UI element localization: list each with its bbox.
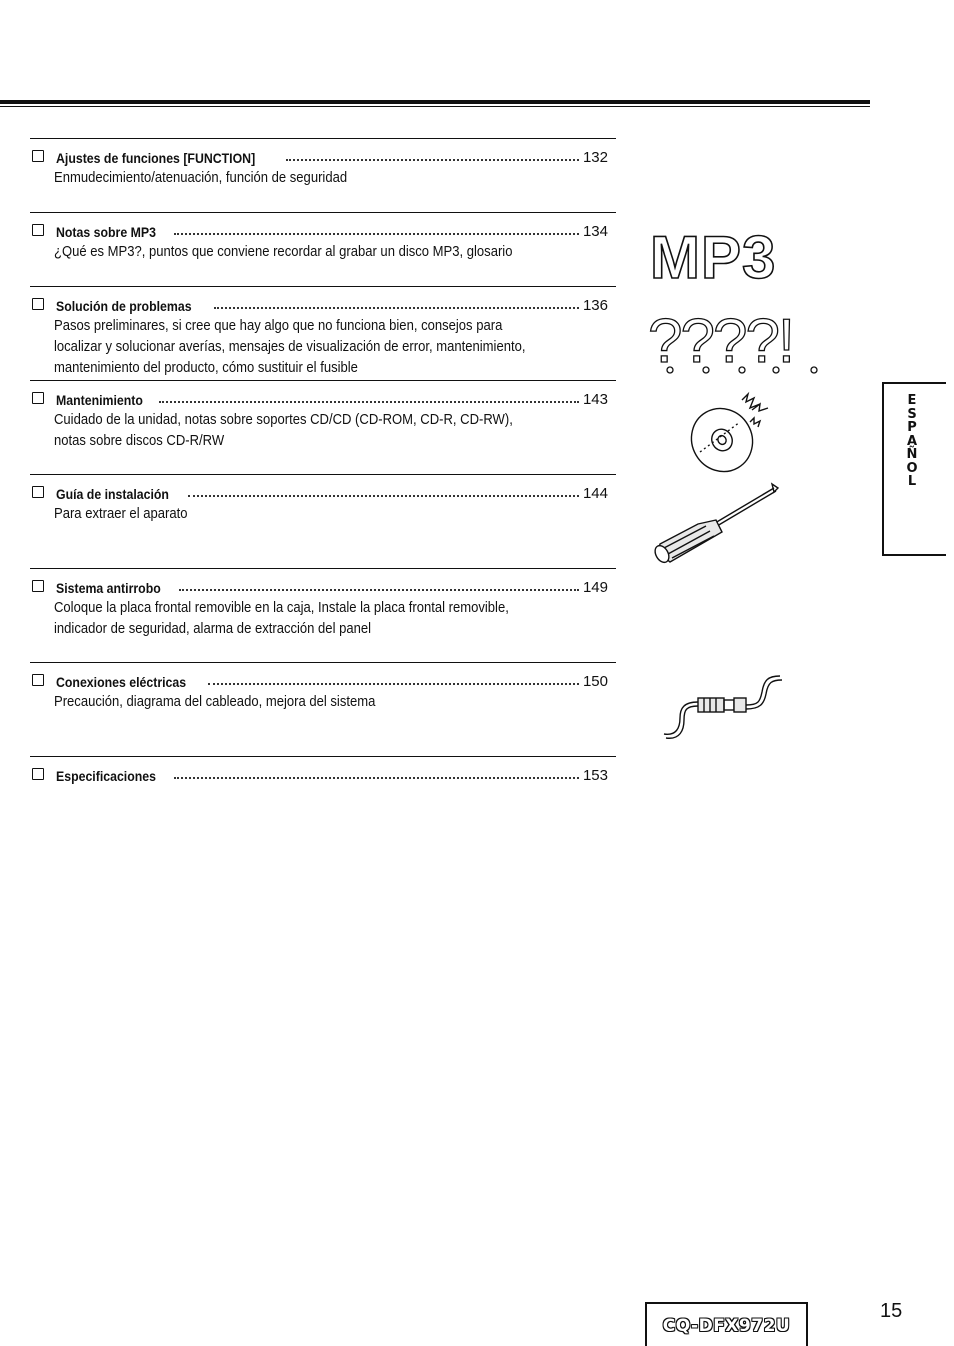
tab-border-bottom	[882, 554, 946, 556]
entry-page: 149	[582, 579, 608, 596]
checkbox-icon	[32, 486, 44, 498]
dot-leader	[159, 401, 579, 403]
entry-title[interactable]: Guía de instalación	[56, 486, 169, 502]
entry-rule	[30, 474, 616, 475]
entry-page: 136	[582, 297, 608, 314]
entry-title[interactable]: Notas sobre MP3	[56, 224, 156, 240]
checkbox-icon	[32, 224, 44, 236]
entry-head	[30, 220, 608, 240]
entry-rule	[30, 212, 616, 213]
entry-title[interactable]: Sistema antirrobo	[56, 580, 161, 596]
screwdriver-icon	[650, 478, 785, 568]
entry-description: Pasos preliminares, si cree que hay algo que no funciona bien, consejos para localizar y solucionar averías, mensajes de visualización de error, mantenimiento, mantenimiento del producto, cómo sustituir el fusible	[54, 318, 526, 376]
dot-leader	[174, 777, 579, 779]
dot-leader	[214, 307, 579, 309]
tab-border-top	[882, 382, 946, 384]
dot-leader	[286, 159, 579, 161]
page-number: 15	[880, 1300, 903, 1322]
entry-rule	[30, 286, 616, 287]
entry-title[interactable]: Solución de problemas	[56, 298, 192, 314]
question-marks-icon	[648, 310, 838, 380]
model-number: CQ-DFX972U	[662, 1316, 791, 1336]
cable-connector-icon	[660, 668, 790, 748]
entry-page: 144	[582, 485, 608, 502]
model-box	[645, 1302, 808, 1346]
checkbox-icon	[32, 150, 44, 162]
checkbox-icon	[32, 298, 44, 310]
entry-title[interactable]: Mantenimiento	[56, 392, 143, 408]
entry-title[interactable]: Ajustes de funciones [FUNCTION]	[56, 150, 256, 166]
entry-head	[30, 482, 608, 502]
top-rule-thin	[0, 106, 870, 107]
entry-page: 143	[582, 391, 608, 408]
entry-title[interactable]: Conexiones eléctricas	[56, 674, 187, 690]
entry-rule	[30, 756, 616, 757]
mp3-logo-icon	[648, 220, 778, 290]
entry-head	[30, 764, 608, 784]
tab-border-left	[882, 382, 884, 556]
entry-rule	[30, 380, 616, 381]
entry-rule	[30, 662, 616, 663]
dot-leader	[179, 589, 579, 591]
entry-page: 134	[582, 223, 608, 240]
entry-description: Cuidado de la unidad, notas sobre soportes CD/CD (CD-ROM, CD-R, CD-RW), notas sobre discos CD-R/RW	[54, 412, 513, 449]
entry-page: 153	[582, 767, 608, 784]
entry-description: Coloque la placa frontal removible en la caja, Instale la placa frontal removible, indicador de seguridad, alarma de extracción del panel	[54, 600, 509, 637]
entry-head	[30, 576, 608, 596]
entry-head	[30, 146, 608, 166]
checkbox-icon	[32, 674, 44, 686]
entry-description: Precaución, diagrama del cableado, mejora del sistema	[54, 694, 376, 710]
language-tab	[882, 382, 946, 556]
entry-rule	[30, 568, 616, 569]
language-label: E S P A Ñ O L	[906, 393, 918, 489]
dot-leader	[208, 683, 579, 685]
top-rule	[0, 100, 870, 104]
cd-disc-icon	[680, 382, 780, 482]
entry-description: Para extraer el aparato	[54, 506, 188, 522]
question-text: ????!	[648, 310, 794, 376]
checkbox-icon	[32, 392, 44, 404]
entry-description: ¿Qué es MP3?, puntos que conviene recordar al grabar un disco MP3, glosario	[54, 244, 513, 260]
entry-rule	[30, 138, 616, 139]
entry-page: 150	[582, 673, 608, 690]
checkbox-icon	[32, 768, 44, 780]
dot-leader	[188, 495, 579, 497]
entry-head	[30, 388, 608, 408]
mp3-text: MP3	[650, 224, 777, 290]
entry-title[interactable]: Especificaciones	[56, 768, 156, 784]
checkbox-icon	[32, 580, 44, 592]
entry-page: 132	[582, 149, 608, 166]
entry-head	[30, 294, 608, 314]
model-box-top	[645, 1302, 808, 1304]
entry-description: Enmudecimiento/atenuación, función de seguridad	[54, 170, 348, 186]
dot-leader	[174, 233, 579, 235]
entry-head	[30, 670, 608, 690]
